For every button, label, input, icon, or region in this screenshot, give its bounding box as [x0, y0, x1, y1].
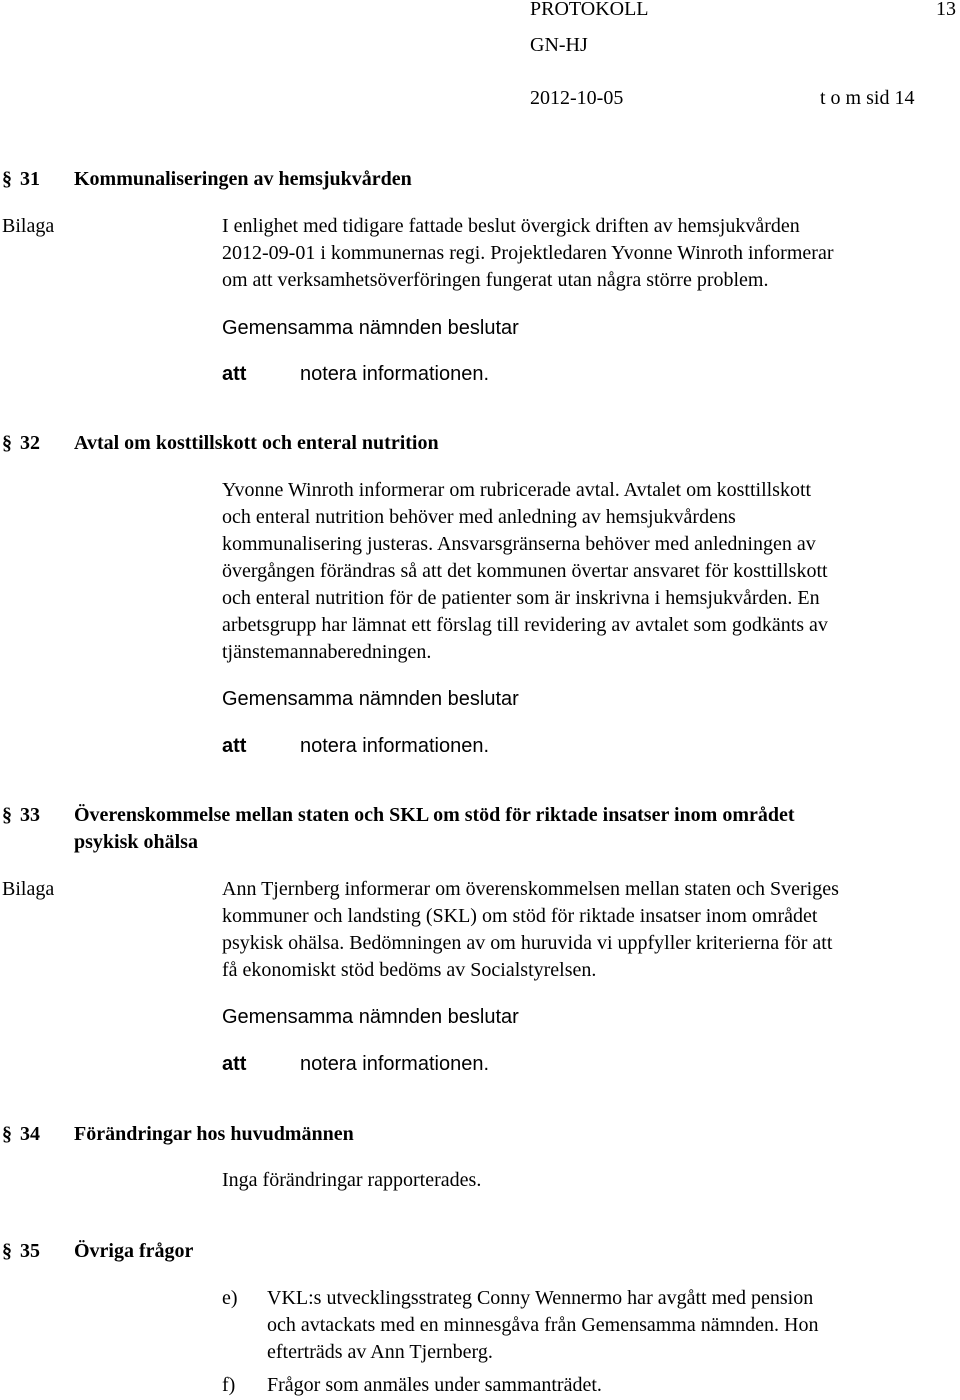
- decision-text: notera informationen.: [300, 363, 490, 385]
- document-type: PROTOKOLL: [530, 0, 649, 20]
- decision-heading: Gemensamma nämnden beslutar: [222, 1006, 519, 1028]
- section-title: Förändringar hos huvudmännen: [74, 1123, 354, 1145]
- section-title: Avtal om kosttillskott och enteral nutrition: [74, 432, 439, 454]
- decision-text: notera informationen.: [300, 735, 490, 757]
- attachment-label: Bilaga: [2, 878, 55, 900]
- meeting-date: 2012-10-05: [530, 87, 624, 109]
- body-line: få ekonomiskt stöd bedöms av Socialstyrelsen.: [222, 959, 597, 981]
- section-sign: §: [2, 1240, 12, 1262]
- list-item: Frågor som anmäles under sammanträdet.: [267, 1374, 602, 1396]
- section-number: 34: [20, 1123, 40, 1145]
- decision-text: notera informationen.: [300, 1053, 490, 1075]
- body-line: övergången förändras så att det kommunen övertar ansvaret för kosttillskott: [222, 560, 828, 582]
- section-number: 33: [20, 804, 40, 826]
- section-body: [222, 876, 952, 984]
- body-line: Ann Tjernberg informerar om överenskommelsen mellan staten och Sveriges: [222, 878, 839, 900]
- list-marker: f): [222, 1374, 236, 1396]
- section-number: 35: [20, 1240, 40, 1262]
- item-line: och avtackats med en minnesgåva från Gemensamma nämnden. Hon: [267, 1314, 819, 1336]
- attachment-label: Bilaga: [2, 215, 55, 237]
- section-sign: §: [2, 168, 12, 190]
- section-body: [222, 213, 952, 294]
- item-line: VKL:s utvecklingsstrateg Conny Wennermo har avgått med pension: [267, 1287, 814, 1309]
- body-line: Inga förändringar rapporterades.: [222, 1169, 482, 1191]
- section-number: 31: [20, 168, 40, 190]
- decision-heading: Gemensamma nämnden beslutar: [222, 317, 519, 339]
- body-line: 2012-09-01 i kommunernas regi. Projektledaren Yvonne Winroth informerar: [222, 242, 834, 264]
- decision-att: att: [222, 363, 247, 385]
- section-sign: §: [2, 804, 12, 826]
- body-line: kommunalisering justeras. Ansvarsgränserna behöver med anledningen av: [222, 533, 816, 555]
- decision-att: att: [222, 1053, 247, 1075]
- page-number: 13: [936, 0, 956, 20]
- item-line: efterträds av Ann Tjernberg.: [267, 1341, 493, 1363]
- decision-att: att: [222, 735, 247, 757]
- section-number: 32: [20, 432, 40, 454]
- body-line: om att verksamhetsöverföringen fungerat utan några större problem.: [222, 269, 769, 291]
- list-marker: e): [222, 1287, 238, 1309]
- body-line: tjänstemannaberedningen.: [222, 641, 432, 663]
- section-title-line: Överenskommelse mellan staten och SKL om stöd för riktade insatser inom området: [74, 804, 795, 826]
- body-line: och enteral nutrition behöver med anledning av hemsjukvårdens: [222, 506, 736, 528]
- section-body: [222, 477, 952, 666]
- section-sign: §: [2, 432, 12, 454]
- body-line: arbetsgrupp har lämnat ett förslag till revidering av avtalet som godkänts av: [222, 614, 828, 636]
- section-title-line: psykisk ohälsa: [74, 831, 198, 853]
- committee-code: GN-HJ: [530, 34, 588, 56]
- body-line: Yvonne Winroth informerar om rubricerade avtal. Avtalet om kosttillskott: [222, 479, 812, 501]
- body-line: I enlighet med tidigare fattade beslut övergick driften av hemsjukvården: [222, 215, 800, 237]
- decision-heading: Gemensamma nämnden beslutar: [222, 688, 519, 710]
- body-line: kommuner och landsting (SKL) om stöd för riktade insatser inom området: [222, 905, 818, 927]
- page-range: t o m sid 14: [820, 87, 915, 109]
- section-title: Övriga frågor: [74, 1240, 194, 1262]
- section-sign: §: [2, 1123, 12, 1145]
- body-line: psykisk ohälsa. Bedömningen av om huruvida vi uppfyller kriterierna för att: [222, 932, 833, 954]
- section-title: Kommunaliseringen av hemsjukvården: [74, 168, 412, 190]
- list-item: [267, 1285, 947, 1366]
- body-line: och enteral nutrition för de patienter som är inskrivna i hemsjukvården. En: [222, 587, 820, 609]
